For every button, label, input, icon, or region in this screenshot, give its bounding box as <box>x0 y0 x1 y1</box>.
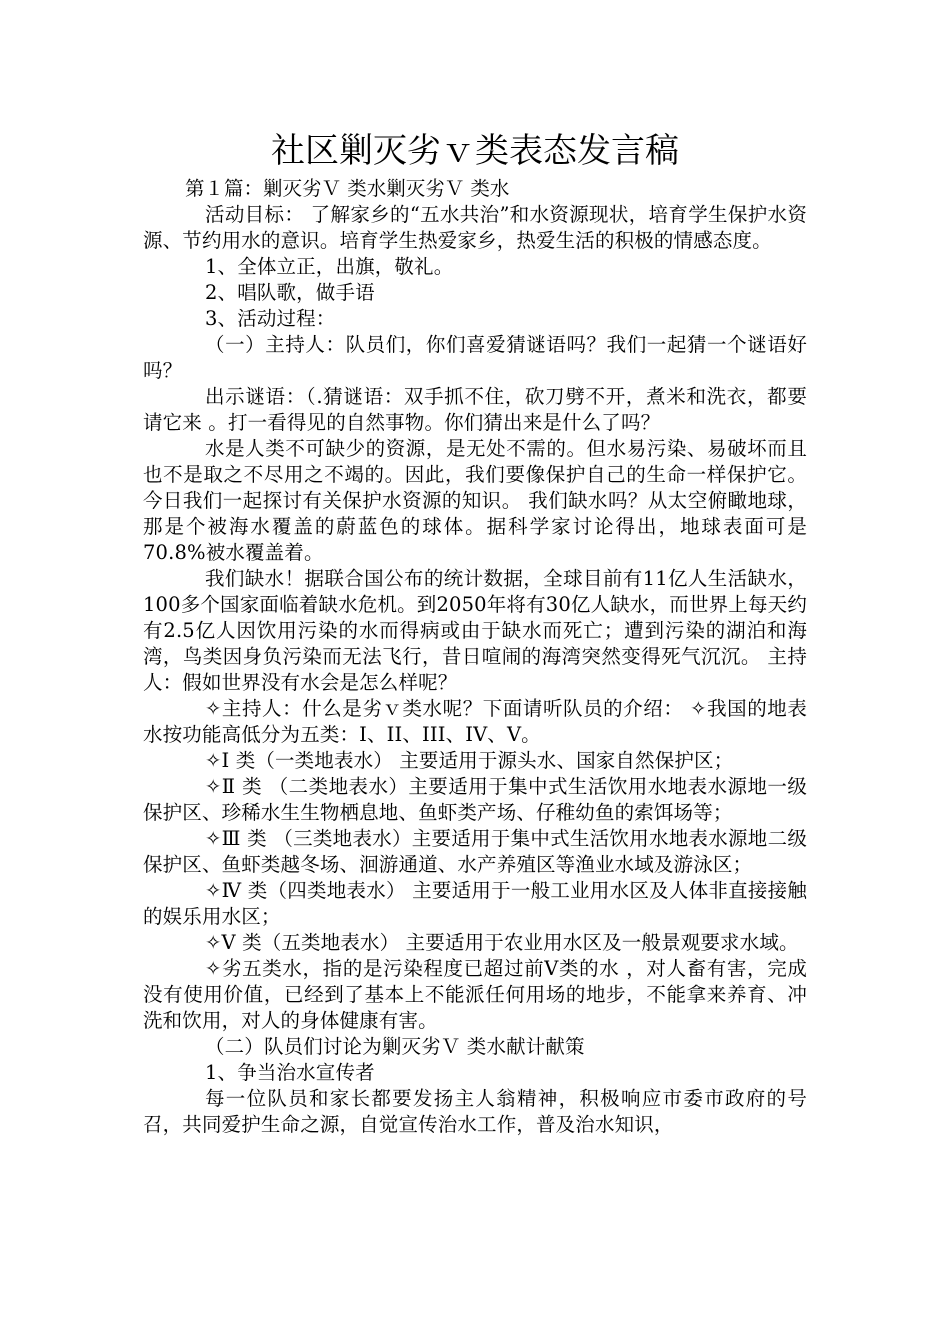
paragraph-discussion: （二）队员们讨论为剿灭劣Ｖ 类水献计献策 <box>205 1035 585 1058</box>
paragraph-step-2: 2、唱队歌，做手语 <box>205 281 375 304</box>
document-title: 社区剿灭劣ｖ类表态发言稿 <box>271 131 679 171</box>
paragraph-classification-intro: ✧主持人：什么是劣ｖ类水呢？下面请听队员的介绍： ✧我国的地表水按功能高低分为五类：I、II、III、IV、V。 <box>143 697 807 746</box>
paragraph-objective: 活动目标： 了解家乡的“五水共治”和水资源现状，培育学生保护水资源、节约用水的意识。培育学生热爱家乡，热爱生活的积极的情感态度。 <box>143 203 807 252</box>
paragraph-inferior-class: ✧劣五类水，指的是污染程度已超过前Ⅴ类的水 ，对人畜有害，完成没有使用价值，已经到了基本上不能派任何用场的地步，不能拿来养育、冲洗和饮用，对人的身体健康有害。 <box>143 957 807 1032</box>
paragraph-class-4: ✧Ⅳ 类（四类地表水） 主要适用于一般工业用水区及人体非直接接触的娱乐用水区； <box>143 879 807 928</box>
paragraph-propagandist: 1、争当治水宣传者 <box>205 1061 375 1084</box>
paragraph-water-shortage: 我们缺水！据联合国公布的统计数据，全球目前有11亿人生活缺水，100多个国家面临着缺水危机。到2050年将有30亿人缺水，而世界上每天约有2.5亿人因饮用污染的水而得病或由于缺水而死亡；遭到污染的湖泊和海湾，鸟类因身负污染而无法飞行，昔日喧闹的海湾突然变得死气沉沉。 主持人：假如世界没有水会是怎么样呢？ <box>143 567 807 694</box>
paragraph-step-3: 3、活动过程： <box>205 307 336 330</box>
paragraph-class-1: ✧Ⅰ 类（一类地表水） 主要适用于源头水、国家自然保护区； <box>205 749 734 772</box>
paragraph-class-3: ✧Ⅲ 类 （三类地表水）主要适用于集中式生活饮用水地表水源地二级保护区、鱼虾类越冬场、洄游通道、水产养殖区等渔业水域及游泳区； <box>143 827 807 876</box>
paragraph-class-2: ✧Ⅱ 类 （二类地表水）主要适用于集中式生活饮用水地表水源地一级保护区、珍稀水生生物栖息地、鱼虾类产场、仔稚幼鱼的索饵场等； <box>143 775 807 824</box>
document-subheading: 第１篇：剿灭劣Ｖ 类水剿灭劣Ｖ 类水 <box>185 177 510 200</box>
paragraph-water-resource: 水是人类不可缺少的资源，是无处不需的。但水易污染、易破坏而且也不是取之不尽用之不竭的。因此，我们要像保护自己的生命一样保护它。今日我们一起探讨有关保护水资源的知识。 我们缺水吗？从太空俯瞰地球，那是个被海水覆盖的蔚蓝色的球体。据科学家讨论得出，地球表面可是70.8%被水覆盖着。 <box>143 437 807 564</box>
paragraph-riddle: 出示谜语：（.猜谜语：双手抓不住，砍刀劈不开，煮米和洗衣，都要请它来 。打一看得见的自然事物。你们猜出来是什么了吗？ <box>143 385 807 434</box>
paragraph-class-5: ✧Ⅴ 类（五类地表水） 主要适用于农业用水区及一般景观要求水域。 <box>205 931 799 954</box>
paragraph-host-riddle: （一）主持人：队员们，你们喜爱猜谜语吗？我们一起猜一个谜语好吗？ <box>143 333 807 382</box>
document-page <box>143 128 807 1138</box>
paragraph-call-to-action: 每一位队员和家长都要发扬主人翁精神，积极响应市委市政府的号召，共同爱护生命之源，自觉宣传治水工作，普及治水知识， <box>143 1087 807 1136</box>
paragraph-step-1: 1、全体立正，出旗，敬礼。 <box>205 255 454 278</box>
